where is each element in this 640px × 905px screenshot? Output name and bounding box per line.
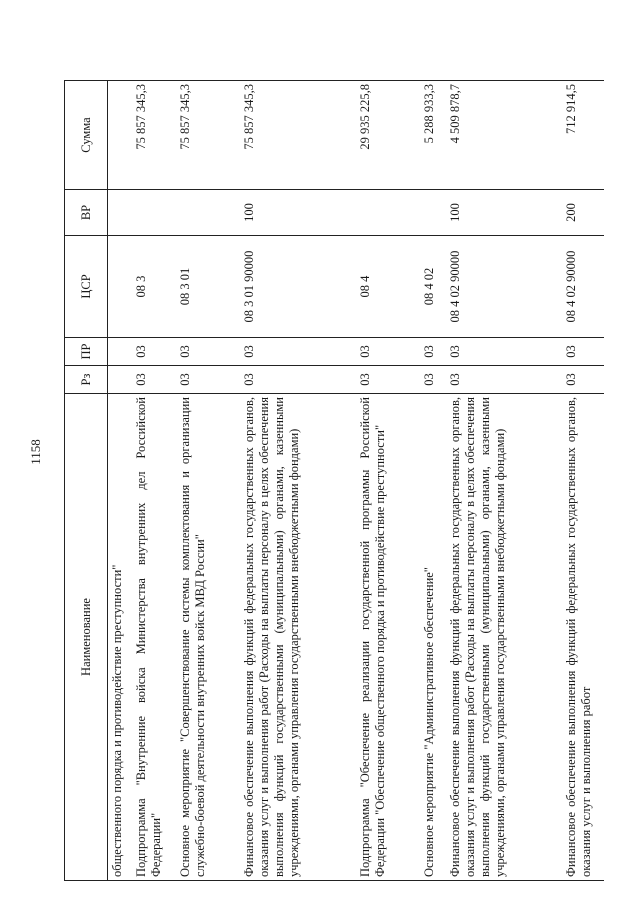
table-row <box>240 81 356 881</box>
row-vr: 200 <box>562 190 604 236</box>
row-vr <box>132 190 176 236</box>
row-csr: 08 4 02 <box>420 236 446 338</box>
table-row <box>420 81 446 881</box>
header-pr: ПР <box>65 338 108 366</box>
row-vr <box>108 190 133 236</box>
row-csr: 08 3 01 <box>176 236 240 338</box>
row-pr: 03 <box>356 338 420 366</box>
row-vr <box>176 190 240 236</box>
row-name: Основное мероприятие "Совершенствование системы комплектования и организации служебно-боевой деятельности внутренних войск МВД России" <box>176 394 240 881</box>
header-name: Наименование <box>65 394 108 881</box>
row-pr: 03 <box>176 338 240 366</box>
table-header-row <box>65 81 108 881</box>
row-name: общественного порядка и противодействие преступности" <box>108 394 133 881</box>
row-sum: 75 857 345,3 <box>132 81 176 190</box>
row-rz: 03 <box>420 366 446 394</box>
row-csr: 08 3 <box>132 236 176 338</box>
header-rz: Рз <box>65 366 108 394</box>
row-csr: 08 3 01 90000 <box>240 236 356 338</box>
row-pr: 03 <box>240 338 356 366</box>
row-name: Финансовое обеспечение выполнения функций федеральных государственных органов, оказания услуг и выполнения работ (Расходы на выплаты персоналу в целях обеспечения выполнения функций государственными (муниципальными) органами, казенными учреждениями, органами управления государственными внебюджетными фондами) <box>240 394 356 881</box>
row-sum: 75 857 345,3 <box>240 81 356 190</box>
row-pr: 03 <box>446 338 562 366</box>
row-name: Подпрограмма "Внутренние войска Министерства внутренних дел Российской Федерации" <box>132 394 176 881</box>
page-number: 1158 <box>28 439 43 465</box>
row-csr: 08 4 02 90000 <box>562 236 604 338</box>
row-rz: 03 <box>562 366 604 394</box>
table-row <box>356 81 420 881</box>
row-rz: 03 <box>132 366 176 394</box>
budget-table <box>64 80 604 881</box>
row-sum: 5 288 933,3 <box>420 81 446 190</box>
row-rz: 03 <box>176 366 240 394</box>
row-sum <box>108 81 133 190</box>
row-sum: 29 935 225,8 <box>356 81 420 190</box>
row-pr: 03 <box>562 338 604 366</box>
row-name: Подпрограмма "Обеспечение реализации государственной программы Российской Федерации "Обеспечение общественного порядка и противодействие преступности" <box>356 394 420 881</box>
row-pr: 03 <box>420 338 446 366</box>
row-rz <box>108 366 133 394</box>
header-csr: ЦСР <box>65 236 108 338</box>
row-csr: 08 4 02 90000 <box>446 236 562 338</box>
row-vr <box>420 190 446 236</box>
row-vr: 100 <box>240 190 356 236</box>
row-name: Основное мероприятие "Административное обеспечение" <box>420 394 446 881</box>
table-row <box>562 81 604 881</box>
table-row <box>176 81 240 881</box>
row-name: Финансовое обеспечение выполнения функций федеральных государственных органов, оказания услуг и выполнения работ (Расходы на выплаты персоналу в целях обеспечения выполнения функций государственными (муниципальными) органами, казенными учреждениями, органами управления государственными внебюджетными фондами) <box>446 394 562 881</box>
row-pr <box>108 338 133 366</box>
row-sum: 75 857 345,3 <box>176 81 240 190</box>
header-vr: ВР <box>65 190 108 236</box>
row-sum: 4 509 878,7 <box>446 81 562 190</box>
table-row <box>108 81 133 881</box>
header-sum: Сумма <box>65 81 108 190</box>
row-rz: 03 <box>356 366 420 394</box>
table-row <box>446 81 562 881</box>
row-pr: 03 <box>132 338 176 366</box>
row-rz: 03 <box>240 366 356 394</box>
row-sum: 712 914,5 <box>562 81 604 190</box>
row-csr: 08 4 <box>356 236 420 338</box>
row-csr <box>108 236 133 338</box>
row-vr: 100 <box>446 190 562 236</box>
rotated-sheet <box>64 81 609 881</box>
table-row <box>132 81 176 881</box>
row-name: Финансовое обеспечение выполнения функций федеральных государственных органов, оказания услуг и выполнения работ <box>562 394 604 881</box>
row-rz: 03 <box>446 366 562 394</box>
row-vr <box>356 190 420 236</box>
